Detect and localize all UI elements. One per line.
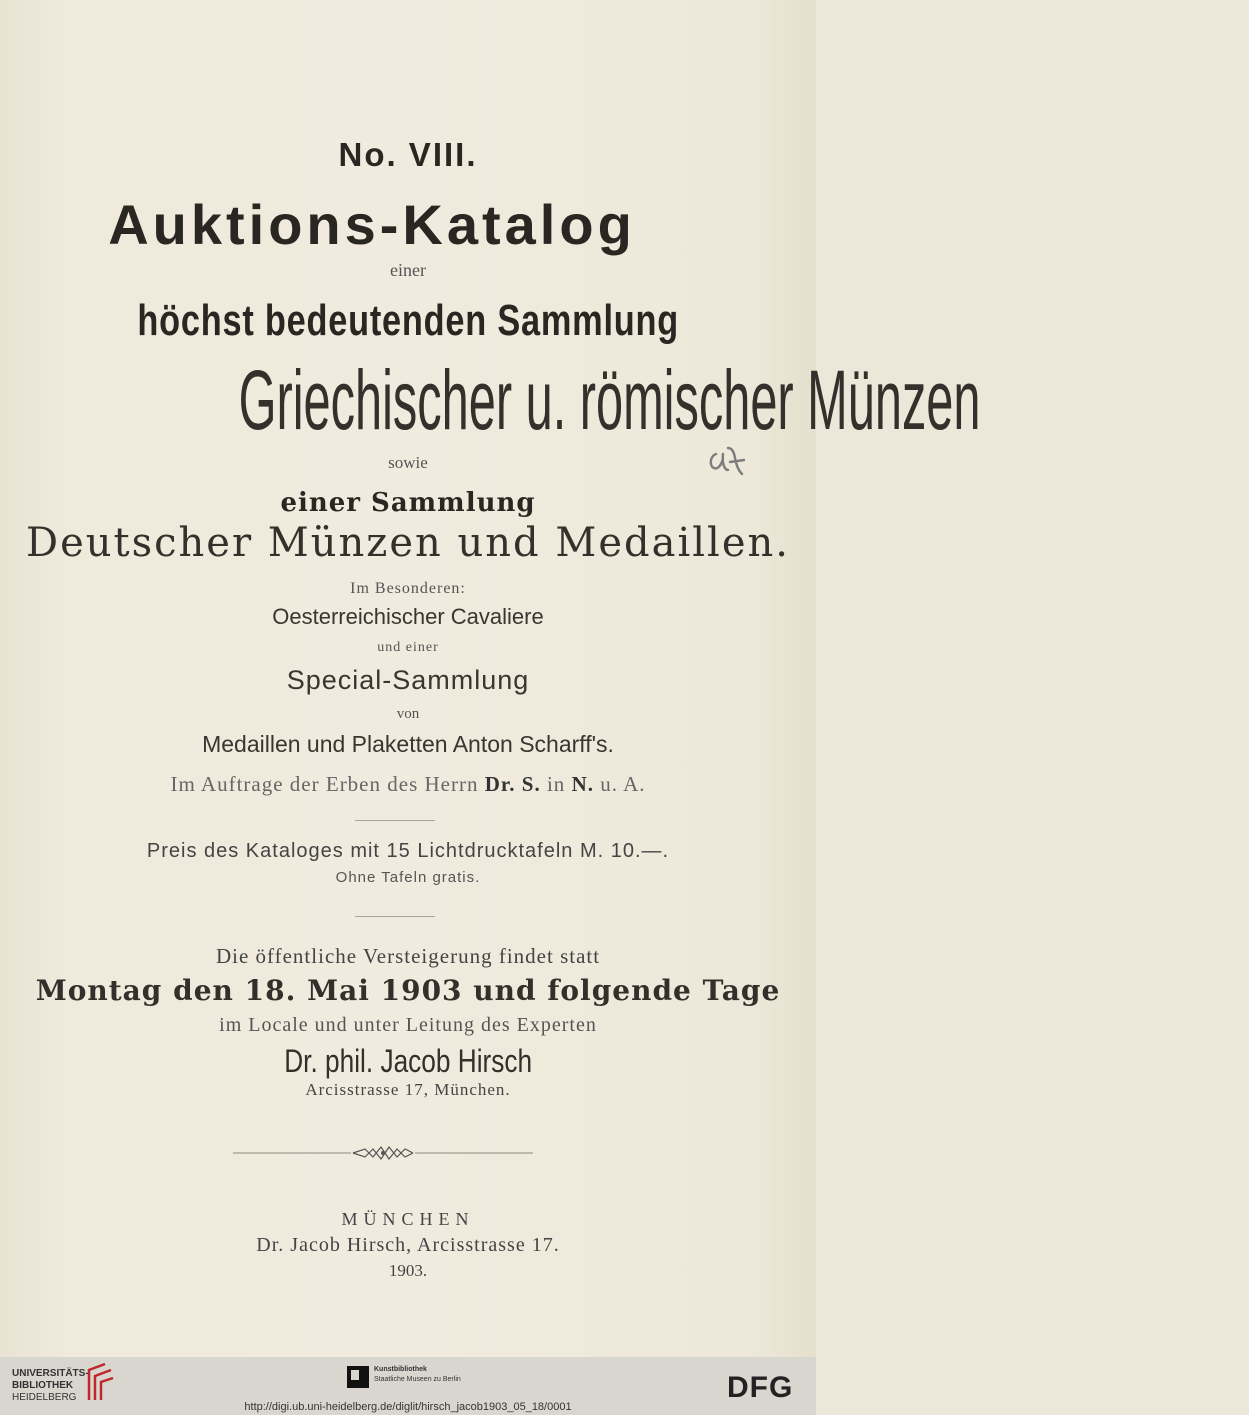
auftrage-dr: Dr. S. [484, 772, 541, 796]
auftrage-prefix: Im Auftrage der Erben des Herrn [170, 772, 479, 796]
auftrage-n: N. [571, 772, 594, 796]
price-line: Preis des Kataloges mit 15 Lichtdrucktafeln M. 10.—. [146, 840, 670, 862]
auction-locale: im Locale und unter Leitung des Experten [219, 1014, 597, 1036]
imprint-year: 1903. [388, 1261, 428, 1280]
subheading [0, 296, 816, 346]
im-besonderen: Im Besonderen: [350, 580, 466, 597]
kunstbibliothek-icon [347, 1366, 369, 1388]
ub-heidelberg-icon [83, 1362, 117, 1404]
ub-line1: UNIVERSITÄTS- [12, 1368, 89, 1379]
divider-rule [355, 820, 435, 821]
kb-line1: Kunstbibliothek [374, 1366, 427, 1373]
price-note: Ohne Tafeln gratis. [335, 869, 481, 886]
expert-name-text: Dr. phil. Jacob Hirsch [284, 1043, 532, 1079]
ub-line2: BIBLIOTHEK [12, 1380, 74, 1391]
auftrage-line [0, 772, 816, 797]
auction-intro: Die öffentliche Versteigerung findet statt [215, 944, 601, 968]
special-sammlung: Special-Sammlung [286, 665, 530, 695]
oesterreich-line: Oesterreichischer Cavaliere [272, 604, 544, 629]
second-title: Deutscher Münzen und Medaillen. [26, 520, 790, 566]
imprint-publisher: Dr. Jacob Hirsch, Arcisstrasse 17. [256, 1234, 560, 1256]
subheading-text: höchst bedeutenden Sammlung [137, 296, 679, 345]
sowie-text: sowie [388, 453, 428, 472]
auction-date: Montag den 18. Mai 1903 und folgende Tage [35, 974, 781, 1007]
medaillen-line: Medaillen und Plaketten Anton Scharff's. [202, 731, 614, 757]
und-einer: und einer [377, 640, 439, 655]
catalog-heading: Auktions-Katalog [108, 193, 636, 256]
permalink-url[interactable]: http://digi.ub.uni-heidelberg.de/diglit/hirsch_jacob1903_05_18/0001 [244, 1401, 572, 1413]
divider-rule [355, 916, 435, 917]
expert-name [0, 1043, 816, 1080]
auftrage-in: in [546, 772, 566, 796]
ub-line3: HEIDELBERG [12, 1392, 77, 1403]
main-title [0, 352, 981, 449]
imprint-city: MÜNCHEN [341, 1209, 475, 1229]
einer-sammlung: einer Sammlung [280, 488, 536, 518]
auftrage-suffix: u. A. [600, 772, 646, 796]
catalog-number: No. VIII. [338, 136, 478, 173]
einer-text: einer [390, 260, 426, 280]
main-title-text: Griechischer u. römischer Münzen [238, 353, 981, 447]
ornament-divider [233, 1143, 533, 1163]
kunstbibliothek-logo[interactable] [374, 1365, 461, 1385]
kb-line2: Staatliche Museen zu Berlin [374, 1376, 461, 1383]
expert-address: Arcisstrasse 17, München. [305, 1080, 511, 1099]
dfg-logo[interactable]: DFG [727, 1371, 794, 1404]
ub-heidelberg-logo[interactable] [12, 1368, 89, 1404]
von-text: von [396, 706, 420, 722]
